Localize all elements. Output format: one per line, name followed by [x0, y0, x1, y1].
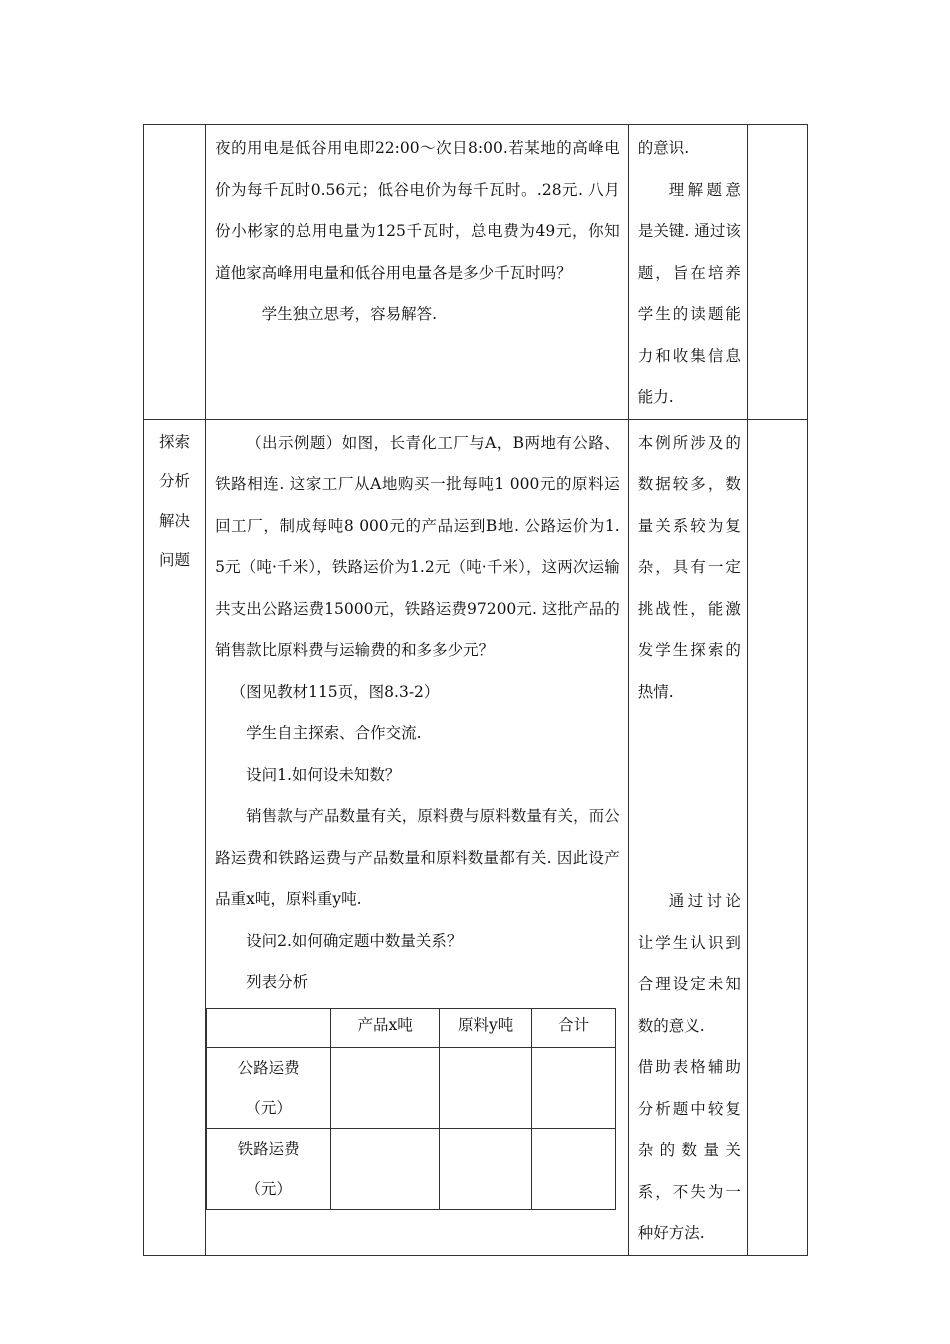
analysis-text: 销售款与产品数量有关，原料费与原料数量有关，而公路运费和铁路运费与产品数量和原料数量都有关. 因此设产品重x吨，原料重y吨.: [215, 807, 620, 908]
blank-cell: [747, 125, 807, 420]
stage-label-line: 问题: [159, 551, 191, 569]
intent-text: 的意识.: [637, 139, 690, 157]
stage-label-line: 解决: [159, 511, 191, 530]
intent-text: 理解题意是关键. 通过该题，旨在培养学生的读题能力和收集信息能力.: [637, 180, 741, 406]
lesson-plan-table: [143, 124, 808, 1256]
analysis-table: [206, 1008, 616, 1210]
intent-text: 本例所涉及的数据较多，数量关系较为复杂，具有一定挑战性，能激发学生探索的热情.: [637, 433, 741, 701]
table-cell: [440, 1128, 532, 1209]
spacer: [638, 713, 741, 881]
table-row: [144, 125, 808, 420]
header-cell: 合计: [532, 1008, 616, 1047]
stage-label-line: 探索: [159, 432, 191, 451]
row-label: 公路运费: [237, 1058, 300, 1077]
intent-text: 通过讨论让学生认识到合理设定未知数的意义.: [637, 892, 741, 1035]
table-cell: [440, 1047, 532, 1128]
question-1: 设问1.如何设未知数？: [246, 765, 401, 784]
example-problem-text: （出示例题）如图，长青化工厂与A，B两地有公路、铁路相连. 这家工厂从A地购买一批每吨1 000元的原料运回工厂，制成每吨8 000元的产品运到B地. 公路运价为1. 5元（吨·千米），铁路运价为1.2元（吨·千米），这两次运输共支出公路运费15000元，铁路运费97200元. 这批产品的销售款比原料费与运输费的和多多少元？: [215, 433, 620, 659]
row-label-unit: （元）: [245, 1179, 292, 1198]
stage-cell-empty: [144, 125, 206, 420]
question-2: 设问2.如何确定题中数量关系？: [246, 931, 463, 950]
blank-cell: [747, 419, 807, 1255]
row-label-unit: （元）: [245, 1098, 292, 1117]
stage-cell: [144, 419, 206, 1255]
intent-cell: [628, 419, 747, 1255]
header-cell: 产品x吨: [331, 1008, 440, 1047]
stage-label-line: 分析: [159, 472, 191, 490]
content-cell: [206, 419, 629, 1255]
row-label-cell: [207, 1128, 331, 1209]
analysis-table-header: [207, 1008, 616, 1047]
row-label-cell: [207, 1047, 331, 1128]
table-analysis-label: 列表分析: [246, 973, 309, 991]
header-cell: 原料y吨: [440, 1008, 532, 1047]
row-label: 铁路运费: [237, 1139, 300, 1158]
analysis-table-row: [207, 1047, 616, 1128]
student-activity-text: 学生独立思考，容易解答.: [261, 305, 438, 323]
student-activity-text: 学生自主探索、合作交流.: [246, 724, 422, 742]
problem-text: 夜的用电是低谷用电即22:00～次日8:00.若某地的高峰电价为每千瓦时0.56元；低谷电价为每千瓦时。.28元. 八月份小彬家的总用电量为125千瓦时，总电费为49元，你知道他家高峰用电量和低谷用电量各是多少千瓦时吗？: [215, 139, 620, 282]
table-cell: [331, 1128, 440, 1209]
header-cell-empty: [207, 1008, 331, 1047]
figure-reference: （图见教材115页，图8.3-2）: [230, 682, 440, 701]
table-cell: [532, 1047, 616, 1128]
intent-text: 借助表格辅助分析题中较复杂的数量关系，不失为一种好方法.: [637, 1058, 741, 1242]
content-cell: [206, 125, 629, 420]
table-cell: [331, 1047, 440, 1128]
intent-cell: [628, 125, 747, 420]
table-cell: [532, 1128, 616, 1209]
table-row: [144, 419, 808, 1255]
analysis-table-row: [207, 1128, 616, 1209]
